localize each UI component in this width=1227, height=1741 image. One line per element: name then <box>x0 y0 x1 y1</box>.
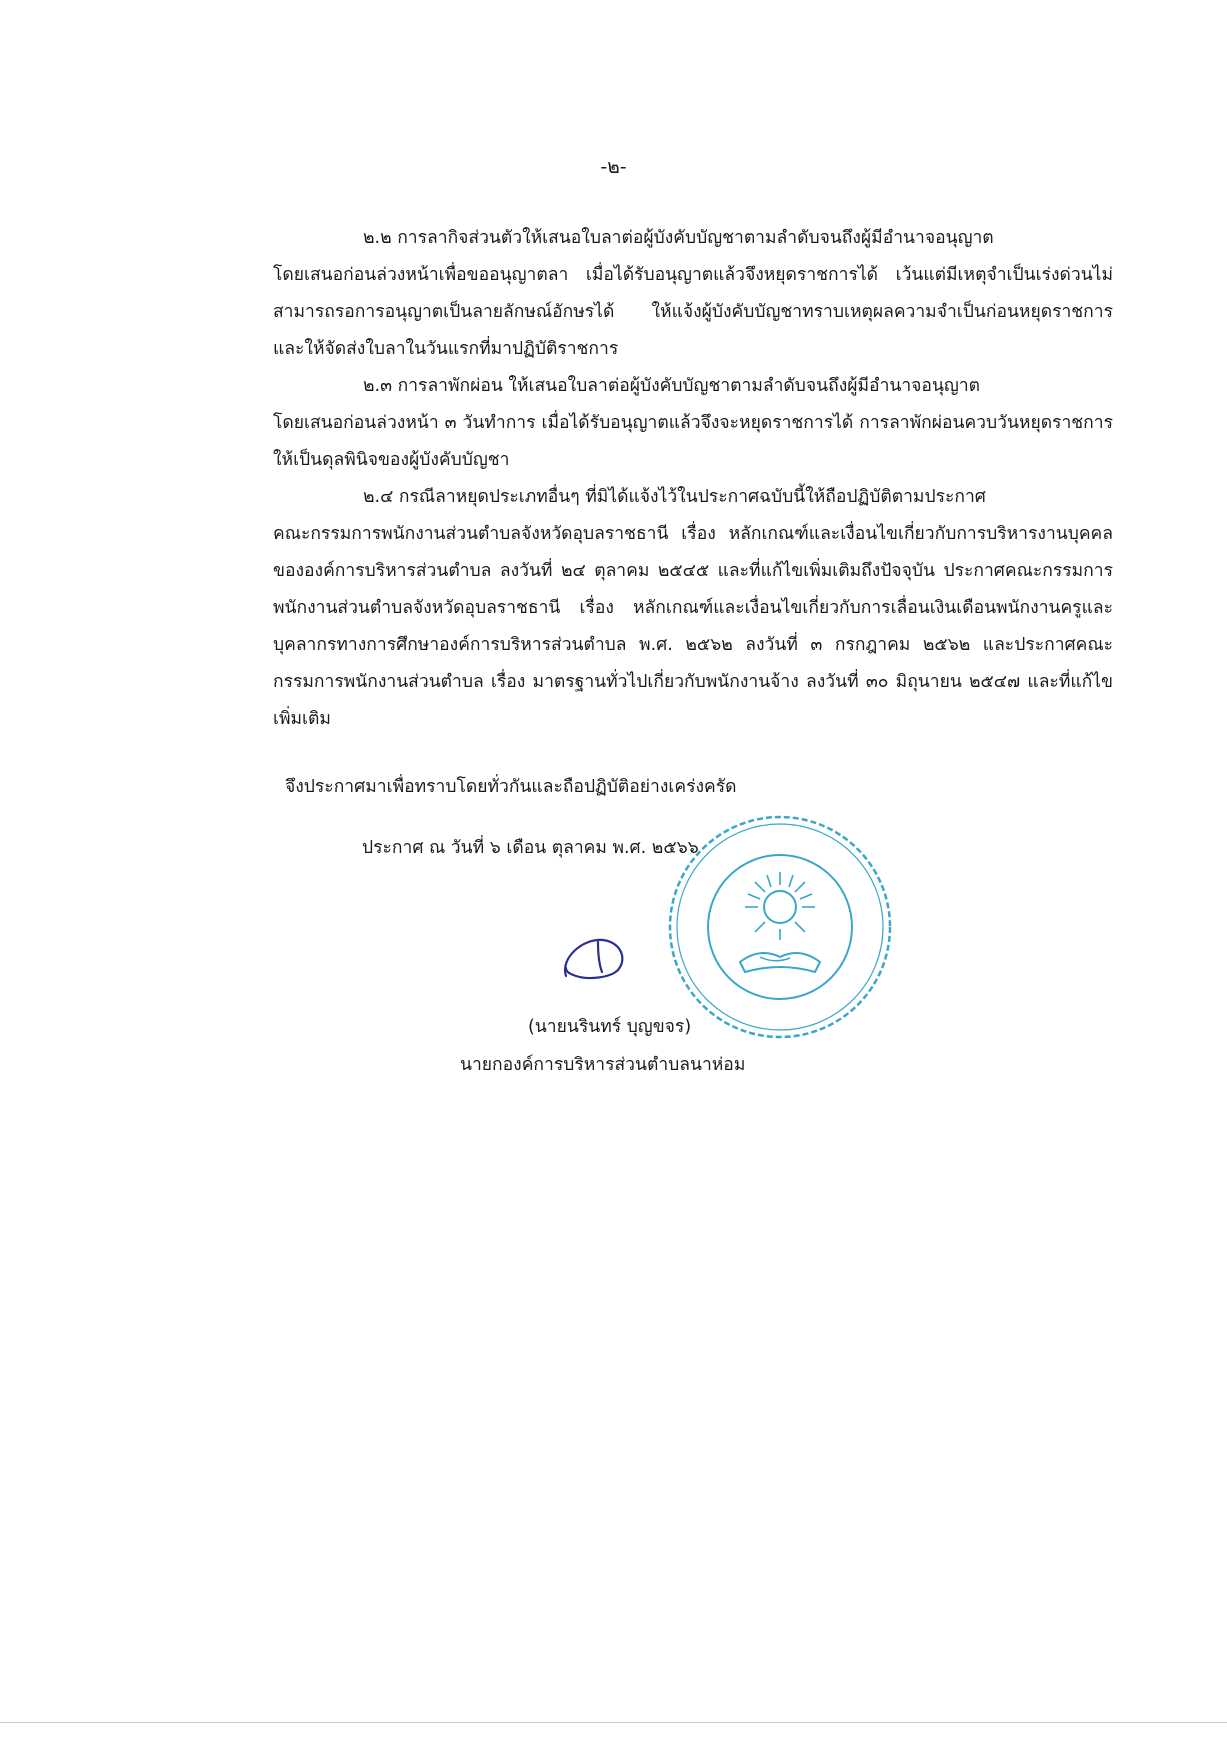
announcement-date: ประกาศ ณ วันที่ ๖ เดือน ตุลาคม พ.ศ. ๒๕๖๖ <box>362 838 699 858</box>
paragraph-2-3 <box>273 368 1113 479</box>
paragraph-first-line: ๒.๒ การลากิจส่วนตัวให้เสนอใบลาต่อผู้บังคับบัญชาตามลำดับจนถึงผู้มีอำนาจอนุญาต <box>363 228 994 248</box>
paragraph-continuation: โดยเสนอก่อนล่วงหน้า ๓ วันทำการ เมื่อได้รับอนุญาตแล้วจึงจะหยุดราชการได้ การลาพักผ่อนควบวันหยุดราชการให้เป็นดุลพินิจของผู้บังคับบัญชา <box>273 413 1113 470</box>
page-number: -๒- <box>600 156 627 178</box>
paragraph-continuation: คณะกรรมการพนักงานส่วนตำบลจังหวัดอุบลราชธานี เรื่อง หลักเกณฑ์และเงื่อนไขเกี่ยวกับการบริหารงานบุคคลขององค์การบริหารส่วนตำบล ลงวันที่ ๒๔ ตุลาคม ๒๕๔๕ และที่แก้ไขเพิ่มเติมถึงปัจจุบัน ประกาศคณะกรรมการพนักงานส่วนตำบลจังหวัดอุบลราชธานี เรื่อง หลักเกณฑ์และเงื่อนไขเกี่ยวกับการเลื่อนเงินเดือนพนักงานครูและบุคลากรทางการศึกษาองค์การบริหารส่วนตำบล พ.ศ. ๒๕๖๒ ลงวันที่ ๓ กรกฎาคม ๒๕๖๒ และประกาศคณะกรรมการพนักงานส่วนตำบล เรื่อง มาตรฐานทั่วไปเกี่ยวกับพนักงานจ้าง ลงวันที่ ๓๐ มิถุนายน ๒๕๔๗ และที่แก้ไขเพิ่มเติม <box>273 524 1113 729</box>
paragraph-continuation: โดยเสนอก่อนล่วงหน้าเพื่อขออนุญาตลา เมื่อได้รับอนุญาตแล้วจึงหยุดราชการได้ เว้นแต่มีเหตุจำเป็นเร่งด่วนไม่สามารถรอการอนุญาตเป็นลายลักษณ์อักษรได้ ให้แจ้งผู้บังคับบัญชาทราบเหตุผลความจำเป็นก่อนหยุดราชการ และให้จัดส่งใบลาในวันแรกที่มาปฏิบัติราชการ <box>273 265 1113 359</box>
paragraph-2-2 <box>273 220 1113 368</box>
paragraph-first-line: ๒.๓ การลาพักผ่อน ให้เสนอใบลาต่อผู้บังคับบัญชาตามลำดับจนถึงผู้มีอำนาจอนุญาต <box>363 376 981 396</box>
signatory-title: นายกองค์การบริหารส่วนตำบลนาห่อม <box>460 1055 746 1075</box>
body-text <box>273 220 1113 738</box>
page-bottom-rule <box>0 1722 1227 1723</box>
paragraph-first-line: ๒.๔ กรณีลาหยุดประเภทอื่นๆ ที่มิได้แจ้งไว้ในประกาศฉบับนี้ให้ถือปฏิบัติตามประกาศ <box>363 487 986 507</box>
closing-announcement: จึงประกาศมาเพื่อทราบโดยทั่วกันและถือปฏิบัติอย่างเคร่งครัด <box>285 777 737 797</box>
handwritten-signature-icon <box>558 928 638 988</box>
official-seal-icon <box>665 812 895 1042</box>
signatory-name: (นายนรินทร์ บุญขจร) <box>528 1017 692 1037</box>
paragraph-2-4 <box>273 479 1113 738</box>
